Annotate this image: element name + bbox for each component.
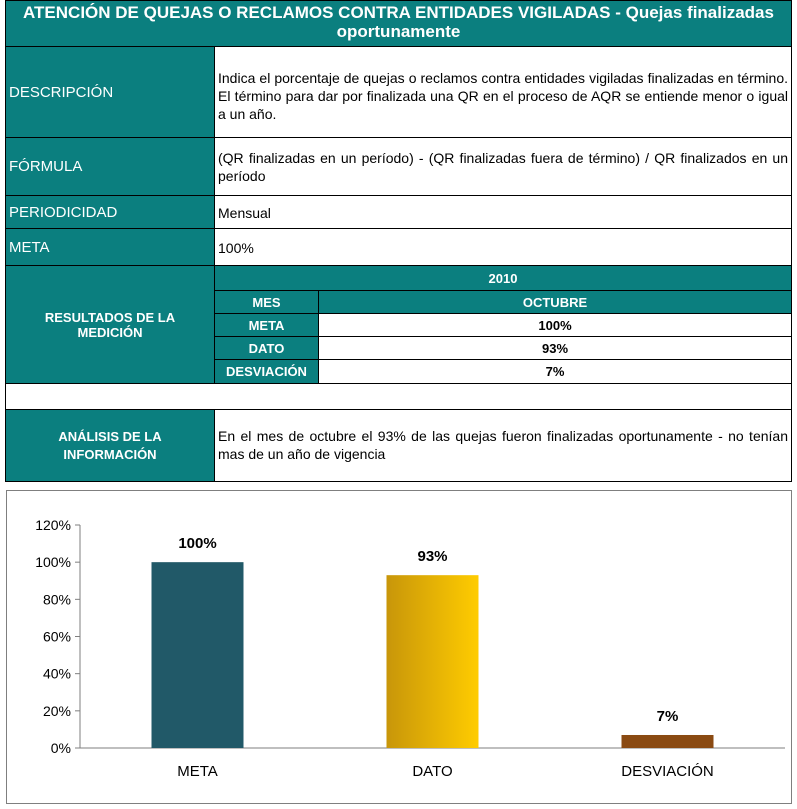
y-tick-label: 120% [35,517,71,533]
meta-label: META [5,228,215,266]
descripcion-value: Indica el porcentaje de quejas o reclamos contra entidades vigiladas finalizadas en término. El término para dar por finalizada una QR en el proceso de AQR se entiende menor o igual a un año. [214,46,792,138]
indicator-sheet [5,0,792,482]
result-desviacion-value: 7% [318,359,792,384]
result-meta-value: 100% [318,313,792,337]
result-dato-label: DATO [214,336,319,360]
bar-desviación [622,735,714,748]
result-dato-value: 93% [318,336,792,360]
bar-chart-svg [7,491,791,803]
bar-data-label: 7% [656,707,679,725]
bar-meta [152,562,244,748]
y-tick-label: 60% [42,628,71,645]
y-tick-label: 40% [42,665,71,682]
x-category-label: DESVIACIÓN [621,763,714,780]
y-tick-label: 80% [42,591,71,608]
spacer-row [5,383,792,410]
bar-data-label: 93% [417,548,448,566]
meta-value: 100% [214,228,792,266]
mes-label: MES [214,290,319,314]
analisis-label: ANÁLISIS DE LA INFORMACIÓN [5,409,215,482]
descripcion-label: DESCRIPCIÓN [5,46,215,138]
periodicidad-value: Mensual [214,195,792,229]
x-category-label: META [177,763,218,780]
y-tick-label: 0% [50,740,71,756]
bar-chart [6,490,792,804]
x-category-label: DATO [412,763,453,780]
analisis-value: En el mes de octubre el 93% de las quejas fueron finalizadas oportunamente - no tenían mas de un año de vigencia [214,409,792,482]
mes-value: OCTUBRE [318,290,792,314]
periodicidad-label: PERIODICIDAD [5,195,215,229]
result-desviacion-label: DESVIACIÓN [214,359,319,384]
resultados-label: RESULTADOS DE LA MEDICIÓN [5,265,215,384]
resultados-year: 2010 [214,265,792,291]
y-tick-label: 100% [35,554,71,571]
formula-value: (QR finalizadas en un período) - (QR finalizadas fuera de término) / QR finalizados en un período [214,137,792,196]
bar-dato [387,575,479,748]
sheet-title: ATENCIÓN DE QUEJAS O RECLAMOS CONTRA ENTIDADES VIGILADAS - Quejas finalizadas oportunamente [5,0,792,47]
result-meta-label: META [214,313,319,337]
y-tick-label: 20% [42,702,71,719]
bar-data-label: 100% [178,535,217,553]
formula-label: FÓRMULA [5,137,215,196]
